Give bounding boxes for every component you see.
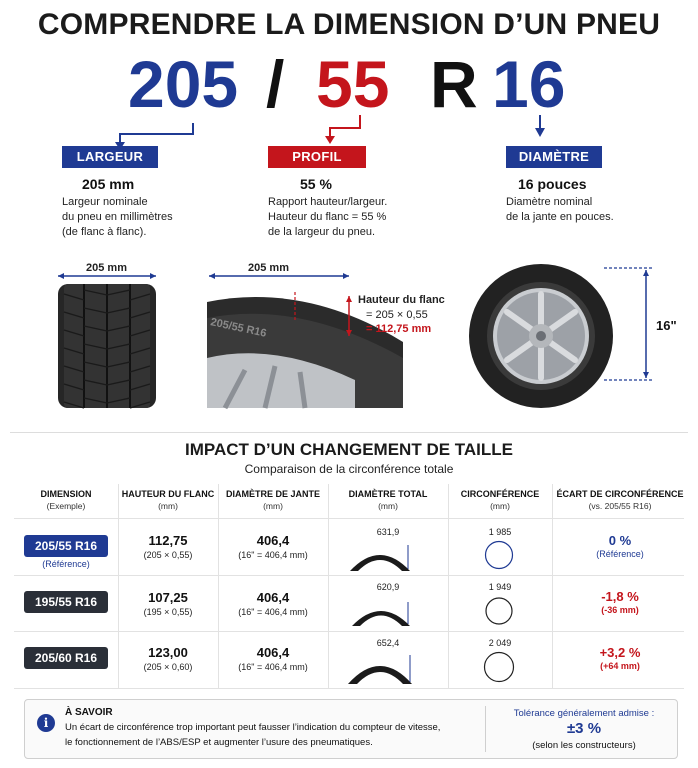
info-title: À SAVOIR (65, 707, 113, 718)
flank-title: Hauteur du flanc (358, 294, 445, 306)
rim-diameter: 406,4 (256, 645, 290, 660)
largeur-desc-2: du pneu en millimètres (62, 211, 173, 223)
rim-diameter: 406,4 (256, 590, 290, 605)
profil-value: 55 % (300, 176, 332, 192)
header-ecart: ÉCART DE CIRCONFÉRENCE (vs. 205/55 R16) (556, 489, 684, 511)
info-box (24, 699, 678, 759)
tire-profile-icon (344, 650, 416, 686)
table-row (0, 632, 698, 688)
badge-diametre: DIAMÈTRE (506, 146, 602, 168)
flank-result: = 112,75 mm (366, 323, 432, 335)
section-divider (10, 432, 688, 433)
total-diameter: 620,9 (376, 582, 400, 592)
circumference: 2 049 (488, 638, 512, 648)
reference-note: (Référence) (42, 559, 90, 569)
circumference-gap: -1,8 % (601, 589, 639, 604)
tire-profile-icon (348, 596, 414, 628)
circumference-gap-note: (Référence) (596, 549, 644, 559)
dimension-tag: 195/55 R16 (24, 591, 108, 613)
flank-calc: = 205 × 0,55 (366, 309, 428, 321)
info-line-1: Un écart de circonférence trop important peut fausser l’indication du compteur de vitesse, (65, 722, 441, 733)
rim-note: (16" = 406,4 mm) (238, 662, 308, 672)
flank-formula: (195 × 0,55) (143, 607, 193, 617)
rim-diameter: 406,4 (256, 533, 290, 548)
diameter-label: 16" (656, 318, 677, 333)
sidewall-marking: 205/55 R16 (209, 316, 268, 340)
flank-height: 107,25 (148, 590, 188, 605)
tread-width-label: 205 mm (86, 262, 127, 274)
diametre-desc-2: de la jante en pouces. (506, 211, 614, 223)
circumference: 1 985 (488, 527, 512, 537)
table-line (14, 688, 684, 689)
dimension-tag: 205/55 R16 (24, 535, 108, 557)
circumference: 1 949 (488, 582, 512, 592)
profil-desc-1: Rapport hauteur/largeur. (268, 196, 388, 208)
size-slash: / (266, 47, 285, 121)
circumference-circle (484, 540, 516, 572)
size-width: 205 (128, 47, 239, 121)
circumference-gap-note: (+64 mm) (600, 661, 640, 671)
size-profile: 55 (316, 47, 390, 121)
size-diameter: 16 (492, 47, 566, 121)
total-diameter: 631,9 (376, 527, 400, 537)
diametre-value: 16 pouces (518, 176, 587, 192)
sidewall-width-label: 205 mm (248, 262, 289, 274)
circumference-circle (484, 596, 516, 628)
header-jante: DIAMÈTRE DE JANTE (mm) (225, 489, 320, 511)
badge-largeur: LARGEUR (62, 146, 158, 168)
tolerance-value: ±3 % (566, 720, 602, 737)
rim-note: (16" = 406,4 mm) (238, 607, 308, 617)
tire-sidewall-illustration (205, 262, 405, 412)
flank-formula: (205 × 0,55) (143, 550, 193, 560)
info-line-2: le fonctionnement de l’ABS/ESP et augmenter l’usure des pneumatiques. (65, 737, 373, 748)
largeur-value: 205 mm (82, 176, 135, 192)
header-dimension: DIMENSION (Exemple) (40, 489, 92, 511)
profil-desc-2: Hauteur du flanc = 55 % (268, 211, 387, 223)
tolerance-note: (selon les constructeurs) (532, 740, 636, 751)
rim-note: (16" = 406,4 mm) (238, 550, 308, 560)
header-diametre-total: DIAMÈTRE TOTAL (mm) (348, 489, 428, 511)
diametre-desc-1: Diamètre nominal (506, 196, 593, 208)
flank-formula: (205 × 0,60) (143, 662, 193, 672)
largeur-desc-3: (de flanc à flanc). (62, 226, 147, 238)
circumference-gap: +3,2 % (599, 645, 641, 660)
connector-arrows (0, 110, 698, 150)
table-row (0, 576, 698, 632)
info-separator (485, 706, 486, 752)
tire-profile-icon (346, 539, 414, 573)
header-circonference: CIRCONFÉRENCE (mm) (460, 489, 540, 511)
total-diameter: 652,4 (376, 638, 400, 648)
flank-height: 112,75 (148, 533, 188, 548)
circumference-gap-note: (-36 mm) (601, 605, 639, 615)
size-r: R (430, 47, 478, 121)
table-row (0, 519, 698, 575)
info-icon: i (37, 714, 55, 732)
profil-desc-3: de la largeur du pneu. (268, 226, 376, 238)
flank-height: 123,00 (148, 645, 188, 660)
section-title: IMPACT D’UN CHANGEMENT DE TAILLE (184, 440, 514, 459)
tolerance-title: Tolérance généralement admise : (513, 708, 655, 719)
circumference-gap: 0 % (608, 533, 632, 548)
badge-profil: PROFIL (268, 146, 366, 168)
circumference-circle (483, 651, 517, 685)
page-title: COMPRENDRE LA DIMENSION D’UN PNEU (37, 8, 661, 41)
section-subtitle: Comparaison de la circonférence totale (244, 462, 454, 476)
wheel-illustration (456, 262, 696, 412)
header-hauteur: HAUTEUR DU FLANC (mm) (121, 489, 215, 511)
dimension-tag: 205/60 R16 (24, 647, 108, 669)
largeur-desc-1: Largeur nominale (62, 196, 148, 208)
tire-tread-illustration (50, 262, 170, 412)
